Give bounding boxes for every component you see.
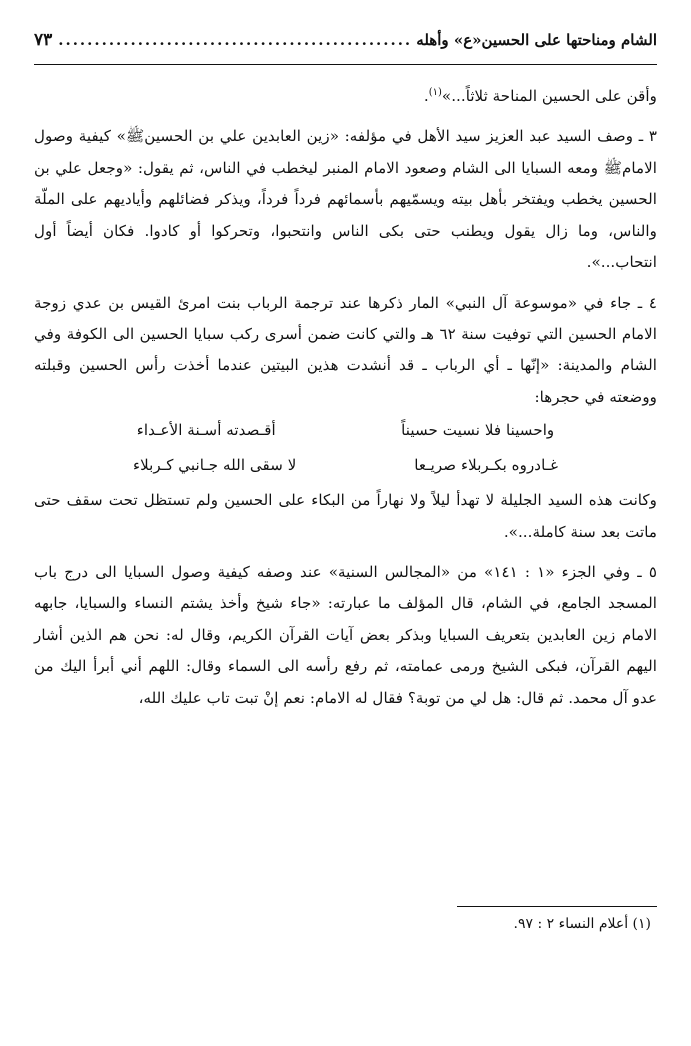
poem-hemistich: غـادروه بكـربلاء صريـعا: [414, 456, 559, 475]
running-header: [34, 30, 657, 60]
paragraph-item-3: ٣ ـ وصف السيد عبد العزيز سيد الأهل في مؤلفه: «زين العابدين علي بن الحسينﷺ» كيفية وصول الامامﷺ ومعه السبايا الى الشام وصعود الامام المنبر ليخطب في الناس، ثم يقول: «وجعل علي بن الحسين يخطب ويفتخر بأهل بيته ويسمّيهم بأسمائهم فرداً فرداً، ويذكر فضائلهم وأياديهم على الملّة والناس، وما زال يقول ويطنب حتى بكى الناس وانتحبوا، وتحركوا أو كادوا. فكان أيضاً أول انتحاب...».: [34, 127, 657, 272]
body-text: [34, 77, 657, 714]
poem-hemistich: واحسينا فلا نسيت حسيناً: [401, 421, 555, 440]
leader-dots: [58, 31, 410, 49]
poem-verse: [34, 448, 657, 483]
poem: [34, 413, 657, 483]
footnote: (١) أعلام النساء ٢ : ٩٧.: [513, 916, 651, 932]
running-header-title: الشام ومناحتها على الحسين«ع» وأهله: [416, 31, 657, 49]
paragraph-quote-end: [34, 77, 657, 112]
footnote-reference: (١): [428, 87, 442, 98]
paragraph-continuation: وكانت هذه السيد الجليلة لا تهدأ ليلاً ولا نهاراً من البكاء على الحسين ولم تستظل تحت سقف حتى ماتت بعد سنة كاملة...».: [34, 491, 657, 541]
header-rule: [34, 64, 657, 65]
poem-hemistich: لا سقى الله جـانبي كـربلاء: [132, 456, 297, 475]
poem-verse: [34, 413, 657, 448]
footnote-rule: [457, 906, 657, 907]
paragraph-quote-end-period: .: [423, 87, 429, 106]
page-number: ٧٣: [34, 30, 53, 50]
paragraph-item-4: ٤ ـ جاء في «موسوعة آل النبي» المار ذكرها عند ترجمة الرباب بنت امرئ القيس بن عدي زوجة الامام الحسين التي توفيت سنة ٦٢ هـ والتي كانت ضمن أسرى ركب سبايا الحسين الى الكوفة وفي الشام والمدينة: «إنّها ـ أي الرباب ـ قد أنشدت هذين البيتين عندما أخذت رأس الحسين وقبلته ووضعته في حجرها:: [34, 293, 657, 406]
poem-hemistich: أقـصدته أسـنة الأعـداء: [136, 421, 276, 440]
paragraph-quote-end-text: وأقن على الحسين المناحة ثلاثاً...»: [441, 87, 657, 106]
paragraph-item-5: ٥ ـ وفي الجزء «١ : ١٤١» من «المجالس السنية» عند وصفه كيفية وصول السبايا الى درج باب المسجد الجامع، في الشام، قال المؤلف ما عبارته: «جاء شيخ وأخذ يشتم النساء والسبايا، جابهه الامام زين العابدين بتعريف السبايا وبذكر بعض آيات القرآن الكريم، وقال له: نحن هم الذين أشار اليهم القرآن، فبكى الشيخ ورمى عمامته، ثم رفع رأسه الى السماء وقال: اللهم أني أبرأ اليك من عدو آل محمد. ثم قال: هل لي من توبة؟ فقال له الامام: نعم إنْ تبت تاب عليك الله،: [34, 562, 657, 707]
